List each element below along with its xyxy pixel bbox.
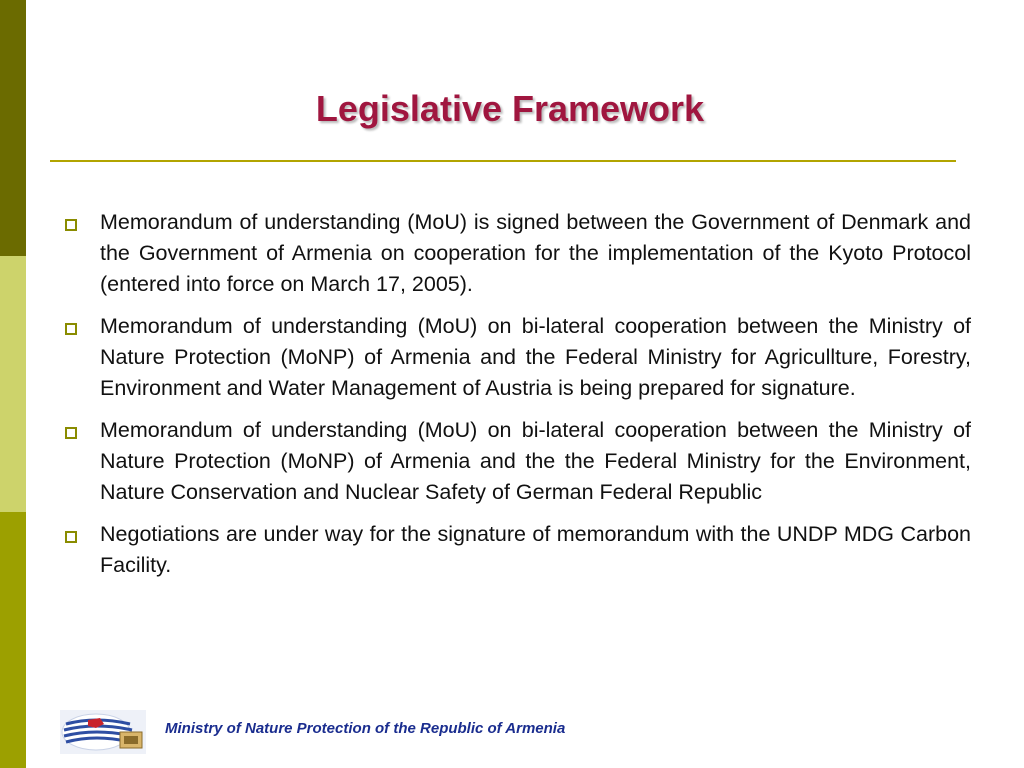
footer-text: Ministry of Nature Protection of the Republic of Armenia [165, 720, 566, 737]
bullet-item [60, 519, 971, 581]
side-bar-segment-light [0, 256, 26, 512]
bullet-list [60, 207, 971, 592]
bullet-text: Memorandum of understanding (MoU) on bi-lateral cooperation between the Ministry of Nature Protection (MoNP) of Armenia and the Federal Ministry for Agricullture, Forestry, Environment and Water Management of Austria is being prepared for signature. [100, 314, 971, 400]
side-bar-segment-dark [0, 0, 26, 256]
bullet-item [60, 415, 971, 508]
bullet-item [60, 207, 971, 300]
ministry-logo-icon [60, 710, 146, 754]
side-color-bar [0, 0, 26, 768]
title-divider [50, 160, 956, 162]
square-bullet-icon [65, 531, 77, 543]
bullet-text: Memorandum of understanding (MoU) on bi-lateral cooperation between the Ministry of Nature Protection (MoNP) of Armenia and the the Federal Ministry for the Environment, Nature Conservation and Nuclear Safety of German Federal Republic [100, 418, 971, 504]
square-bullet-icon [65, 219, 77, 231]
side-bar-segment-mid [0, 512, 26, 768]
slide-title: Legislative Framework [315, 88, 705, 129]
square-bullet-icon [65, 427, 77, 439]
bullet-text: Negotiations are under way for the signature of memorandum with the UNDP MDG Carbon Facility. [100, 522, 971, 577]
bullet-item [60, 311, 971, 404]
square-bullet-icon [65, 323, 77, 335]
bullet-text: Memorandum of understanding (MoU) is signed between the Government of Denmark and the Government of Armenia on cooperation for the implementation of the Kyoto Protocol (entered into force on March 17, 2005). [100, 210, 971, 296]
